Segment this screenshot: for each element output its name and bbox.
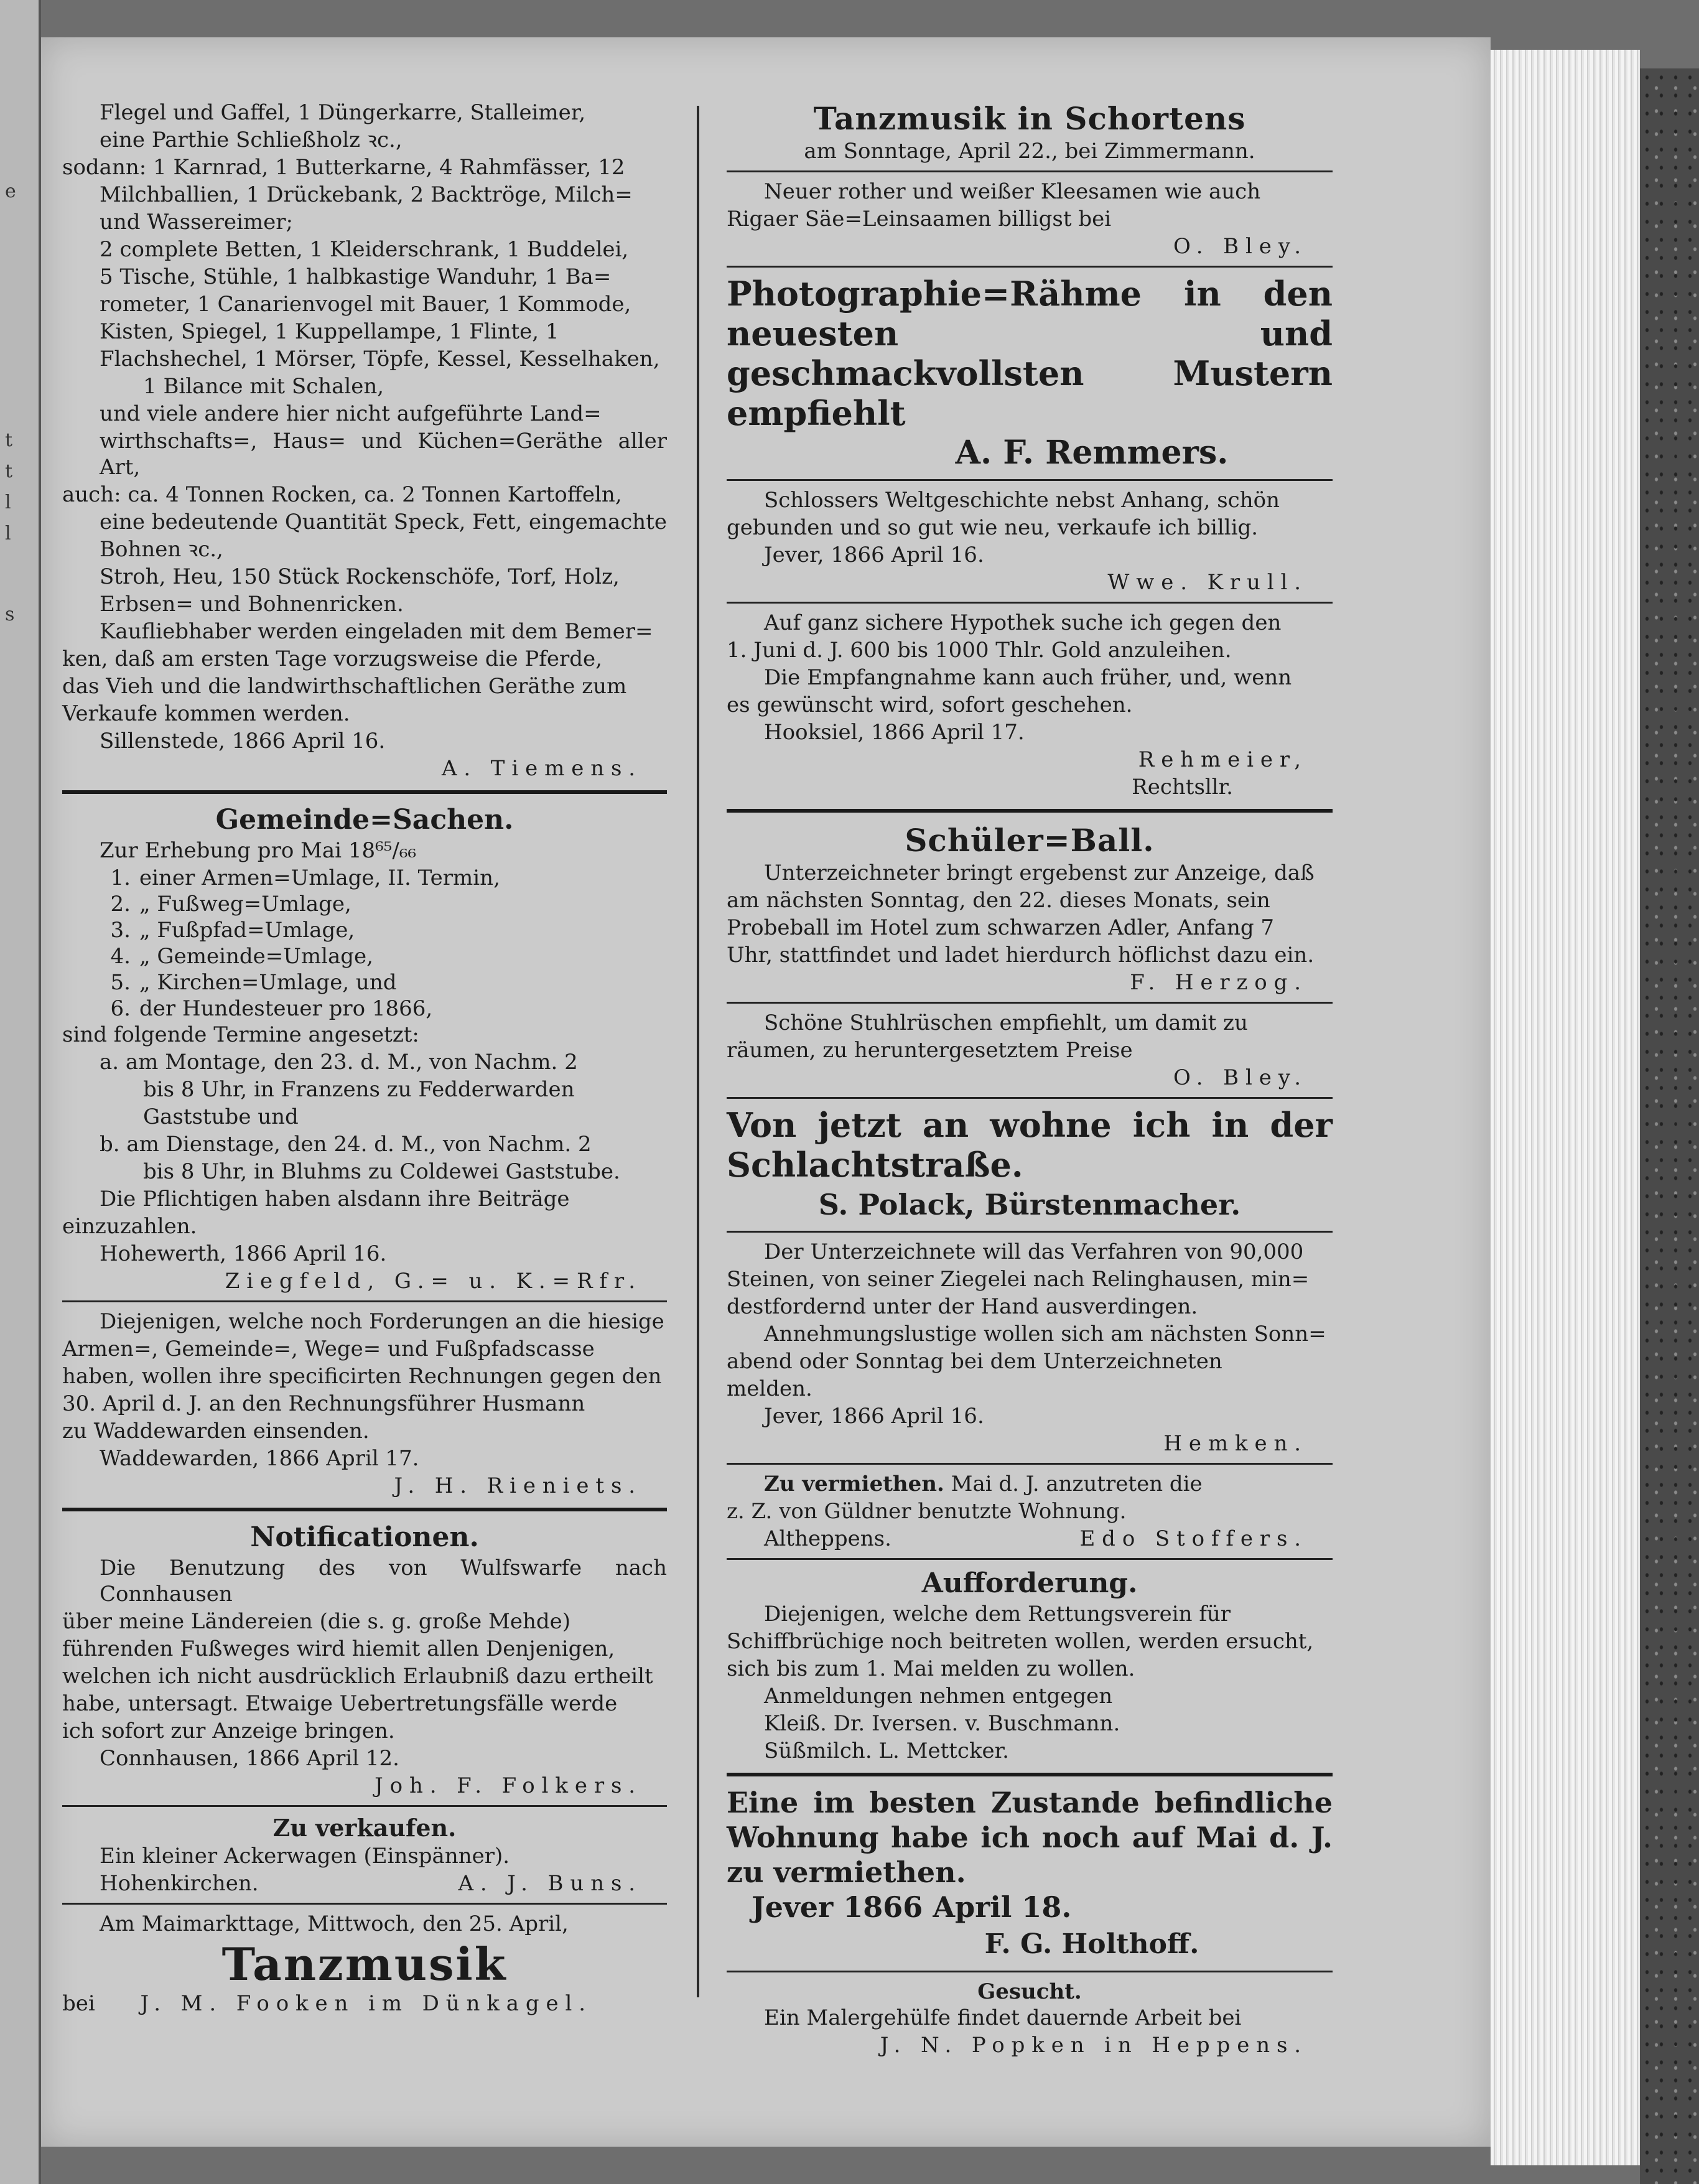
forderung-ad [62,1309,667,1499]
margin-letter: t [5,460,13,482]
text-line: Gaststube und [143,1104,299,1129]
section-divider [727,479,1333,481]
book-page-stack [1491,50,1640,2165]
text-line: führenden Fußweges wird hiemit allen Denjenigen, [62,1636,615,1661]
text-line: b. am Dienstage, den 24. d. M., von Nachm. 2 [100,1132,592,1157]
text-line: gebunden und so gut wie neu, verkaufe ich billig. [727,515,1259,540]
text-line: bei [62,1991,95,2016]
section-divider [727,266,1333,268]
signature: Süßmilch. L. Mettcker. [764,1738,1009,1763]
text-line: Annehmungslustige wollen sich am nächsten Sonn= [764,1322,1326,1346]
section-divider [727,1002,1333,1004]
section-divider [727,1231,1333,1233]
text-line: haben, wollen ihre specificirten Rechnungen gegen den [62,1364,662,1389]
apartment-ad [727,1785,1333,1964]
text-line: Die Empfangnahme kann auch früher, und, wenn [764,665,1292,690]
text-line: Der Unterzeichnete will das Verfahren von 90,000 [764,1239,1304,1264]
section-divider [62,790,667,794]
section-divider [62,1903,667,1905]
text-line: und Wassereimer; [100,210,293,235]
left-column [62,100,667,2017]
section-divider [62,1805,667,1807]
ad-text: Photographie=Rähme in den neuesten und geschmackvollsten Mustern empfiehlt [727,274,1333,433]
text-line: Bohnen ꝛc., [100,537,223,562]
rental-footer [727,1526,1333,1552]
text-line: über meine Ländereien (die s. g. große Mehde) [62,1609,570,1634]
signature: Hemken. [1163,1431,1308,1456]
text-line: bis 8 Uhr, in Bluhms zu Coldewei Gaststube. [143,1159,620,1184]
text-line: abend oder Sonntag bei dem Unterzeichneten [727,1349,1222,1374]
text-line: Flegel und Gaffel, 1 Düngerkarre, Stalleimer, [100,100,586,125]
ad-heading: Tanzmusik in Schortens [813,100,1246,137]
levy-list [62,865,667,1022]
text-line: Ein kleiner Ackerwagen (Einspänner). [100,1844,510,1869]
dance-ad [62,1911,667,2017]
text-line: Kaufliebhaber werden eingeladen mit dem Bemer= [100,619,653,644]
text-line: eine bedeutende Quantität Speck, Fett, eingemachte [100,510,667,534]
text-line: zu Waddewarden einsenden. [62,1419,370,1444]
signature: J. H. Rieniets. [394,1473,642,1498]
text-line: es gewünscht wird, sofort geschehen. [727,693,1133,717]
signature: F. Herzog. [1130,970,1308,995]
right-column [727,100,1333,2060]
list-item: 3. „ Fußpfad=Umlage, [110,918,355,943]
text-line: auch: ca. 4 Tonnen Rocken, ca. 2 Tonnen Kartoffeln, [62,482,622,507]
text-line: Neuer rother und weißer Kleesamen wie auch [764,179,1261,204]
section-heading: Zu verkaufen. [272,1814,457,1842]
text-line: Steinen, von seiner Ziegelei nach Relinghausen, min= [727,1267,1310,1292]
dateline: Jever, 1866 April 16. [764,543,984,567]
signature: S. Polack, Bürstenmacher. [818,1188,1241,1221]
section-heading: Gemeinde=Sachen. [215,804,514,836]
dateline: Waddewarden, 1866 April 17. [100,1446,419,1471]
text-line: Schöne Stuhlrüschen empfiehlt, um damit zu [764,1010,1248,1035]
text-line: Rigaer Säe=Leinsaamen billigst bei [727,207,1112,231]
text-line: Flachshechel, 1 Mörser, Töpfe, Kessel, Kesselhaken, [100,347,660,371]
text-line: räumen, zu heruntergesetztem Preise [727,1038,1133,1063]
text-line: melden. [727,1376,812,1401]
margin-letter: s [5,604,15,625]
text-line: sich bis zum 1. Mai melden zu wollen. [727,1656,1135,1681]
signature: Wwe. Krull. [1107,570,1308,595]
place: Altheppens. [764,1526,891,1551]
text-line: Erbsen= und Bohnenricken. [100,592,404,617]
section-divider [727,1971,1333,1972]
section-heading: Notificationen. [250,1521,479,1553]
text-line: Stroh, Heu, 150 Stück Rockenschöfe, Torf, Holz, [100,564,620,589]
text-line: Am Maimarkttage, Mittwoch, den 25. April, [100,1911,569,1936]
text-line: ken, daß am ersten Tage vorzugsweise die Pferde, [62,646,602,671]
dance-heading: Tanzmusik [221,1938,508,1990]
painter-wanted-ad [727,1979,1333,2058]
dateline: Jever, 1866 April 16. [764,1404,984,1429]
list-item: 6. der Hundesteuer pro 1866, [110,996,433,1021]
dateline: Hooksiel, 1866 April 17. [764,720,1025,745]
text-line: Schiffbrüchige noch beitreten wollen, werden ersucht, [727,1629,1314,1654]
signature-title: Rechtsllr. [1132,775,1233,800]
ad-text: Eine im besten Zustande befindliche Wohnung habe ich noch auf Mai d. J. zu vermiethen. [727,1786,1333,1889]
ad-heading: Aufforderung. [921,1567,1138,1599]
text-line: 1. Juni d. J. 600 bis 1000 Thlr. Gold anzuleihen. [727,638,1232,663]
signature: J. M. Fooken im Dünkagel. [140,1991,592,2016]
text-line: und viele andere hier nicht aufgeführte Land= [100,401,602,426]
ad-text: Von jetzt an wohne ich in der Schlachtstraße. [727,1105,1333,1185]
ad-heading: Gesucht. [977,1979,1082,2004]
school-ball-ad [727,821,1333,996]
section-divider [62,1300,667,1302]
brick-ad [727,1239,1333,1457]
text-line: wirthschafts=, Haus= und Küchen=Geräthe aller Art, [100,429,667,480]
signature: Kleiß. Dr. Iversen. v. Buschmann. [764,1711,1120,1736]
section-divider [727,809,1333,813]
text-line: ich sofort zur Anzeige bringen. [62,1719,395,1743]
clover-seed-ad [727,179,1333,259]
text-line: am Sonntage, April 22., bei Zimmermann. [804,139,1255,164]
margin-letter: l [5,523,11,544]
signature: A. F. Remmers. [955,434,1229,472]
schlosser-ad [727,487,1333,595]
text-line: z. Z. von Güldner benutzte Wohnung. [727,1499,1127,1524]
rescue-society-ad [727,1566,1333,1764]
section-divider [727,1558,1333,1560]
text-line: Diejenigen, welche noch Forderungen an die hiesige [100,1309,664,1334]
ad-heading: Zu vermiethen. [764,1472,944,1496]
text-line: Die Pflichtigen haben alsdann ihre Beiträge [100,1187,570,1211]
signature: Ziegfeld, G.= u. K.=Rfr. [225,1269,642,1294]
text-line: sodann: 1 Karnrad, 1 Butterkarne, 4 Rahmfässer, 12 [62,155,625,180]
list-item: 2. „ Fußweg=Umlage, [110,892,351,917]
text-line: eine Parthie Schließholz ꝛc., [100,128,403,152]
section-divider [727,1773,1333,1776]
rental-ad [727,1471,1333,1552]
signature: A. J. Buns. [458,1871,642,1896]
text-line: 30. April d. J. an den Rechnungsführer Husmann [62,1391,585,1416]
margin-letter: t [5,429,13,451]
text-line: Zur Erhebung pro Mai 18⁶⁵/₆₆ [100,838,417,863]
mortgage-ad [727,610,1333,800]
text-line: Uhr, stattfindet und ladet hierdurch höflichst dazu ein. [727,943,1315,968]
dateline: Hohewerth, 1866 April 16. [100,1241,387,1266]
text-line: Schlossers Weltgeschichte nebst Anhang, schön [764,488,1280,513]
signature: O. Bley. [1173,1065,1308,1090]
section-divider [727,1097,1333,1099]
book-cover-edge [1640,68,1699,2184]
text-line: Zu vermiethen. Mai d. J. anzutreten die [764,1472,1203,1496]
dateline: Connhausen, 1866 April 12. [100,1746,399,1771]
text-line: Kisten, Spiegel, 1 Kuppellampe, 1 Flinte, 1 [100,319,559,344]
list-item: 4. „ Gemeinde=Umlage, [110,944,373,969]
photo-frame-ad [727,274,1333,473]
signature: O. Bley. [1173,234,1308,259]
place: Hohenkirchen. [100,1871,259,1896]
text-line: sind folgende Termine angesetzt: [62,1022,419,1047]
chair-ruffle-ad [727,1010,1333,1091]
address-change-ad [727,1105,1333,1225]
dateline: Sillenstede, 1866 April 16. [100,729,386,754]
margin-letter: l [5,492,11,513]
signature: J. N. Popken in Heppens. [880,2033,1308,2058]
text-line: Anmeldungen nehmen entgegen [764,1684,1113,1709]
list-item: 5. „ Kirchen=Umlage, und [110,970,397,995]
signature: A. Tiemens. [441,756,642,781]
text-line: Milchballien, 1 Drückebank, 2 Backtröge, Milch= [100,182,633,207]
section-divider [62,1508,667,1511]
text-line: Ein Malergehülfe findet dauernde Arbeit bei [764,2005,1242,2030]
section-divider [727,1463,1333,1465]
text-line: Diejenigen, welche dem Rettungsverein für [764,1602,1231,1626]
sale-footer [62,1870,667,1897]
previous-page-edge [0,0,41,2184]
text-line: Auf ganz sichere Hypothek suche ich gegen den [764,610,1282,635]
sale-ad [62,1813,667,1897]
text-line: das Vieh und die landwirthschaftlichen Geräthe zum [62,674,627,699]
notification-section [62,1520,667,1799]
list-item: 1. einer Armen=Umlage, II. Termin, [110,866,500,890]
dance-footer [62,1990,667,2017]
text-line: 5 Tische, Stühle, 1 halbkastige Wanduhr, 1 Ba= [100,264,612,289]
text-line: destfordernd unter der Hand ausverdingen. [727,1294,1198,1319]
text-line: 2 complete Betten, 1 Kleiderschrank, 1 Buddelei, [100,237,629,262]
gemeinde-section [62,803,667,1294]
signature: Rehmeier, [1138,747,1308,772]
text-line: Armen=, Gemeinde=, Wege= und Fußpfadscasse [62,1337,595,1361]
text-line: bis 8 Uhr, in Franzens zu Fedderwarden [143,1077,575,1102]
signature: Edo Stoffers. [1079,1526,1308,1551]
text-line: Verkaufe kommen werden. [62,701,350,726]
signature: F. G. Holthoff. [984,1928,1199,1960]
text-line: habe, untersagt. Etwaige Uebertretungsfälle werde [62,1691,618,1716]
signature: Joh. F. Folkers. [375,1773,642,1798]
text-line: a. am Montage, den 23. d. M., von Nachm. 2 [100,1050,578,1075]
dateline: Jever 1866 April 18. [752,1890,1072,1924]
text-line: 1 Bilance mit Schalen, [143,374,384,399]
text-line: Die Benutzung des von Wulfswarfe nach Connhausen [100,1556,667,1607]
column-rule [697,106,699,1997]
text-line: Unterzeichneter bringt ergebenst zur Anzeige, daß [764,861,1315,885]
text-line: einzuzahlen. [62,1214,197,1239]
section-divider [727,602,1333,604]
text-line: welchen ich nicht ausdrücklich Erlaubniß dazu ertheilt [62,1664,653,1689]
text-line: rometer, 1 Canarienvogel mit Bauer, 1 Kommode, [100,292,631,317]
margin-letter: e [5,180,16,202]
text-line: Probeball im Hotel zum schwarzen Adler, Anfang 7 [727,915,1275,940]
section-divider [727,170,1333,172]
ad-heading: Schüler=Ball. [905,822,1155,859]
auction-ad [62,100,667,782]
text-line: am nächsten Sonntag, den 22. dieses Monats, sein [727,888,1270,913]
schortens-ad [727,100,1333,164]
